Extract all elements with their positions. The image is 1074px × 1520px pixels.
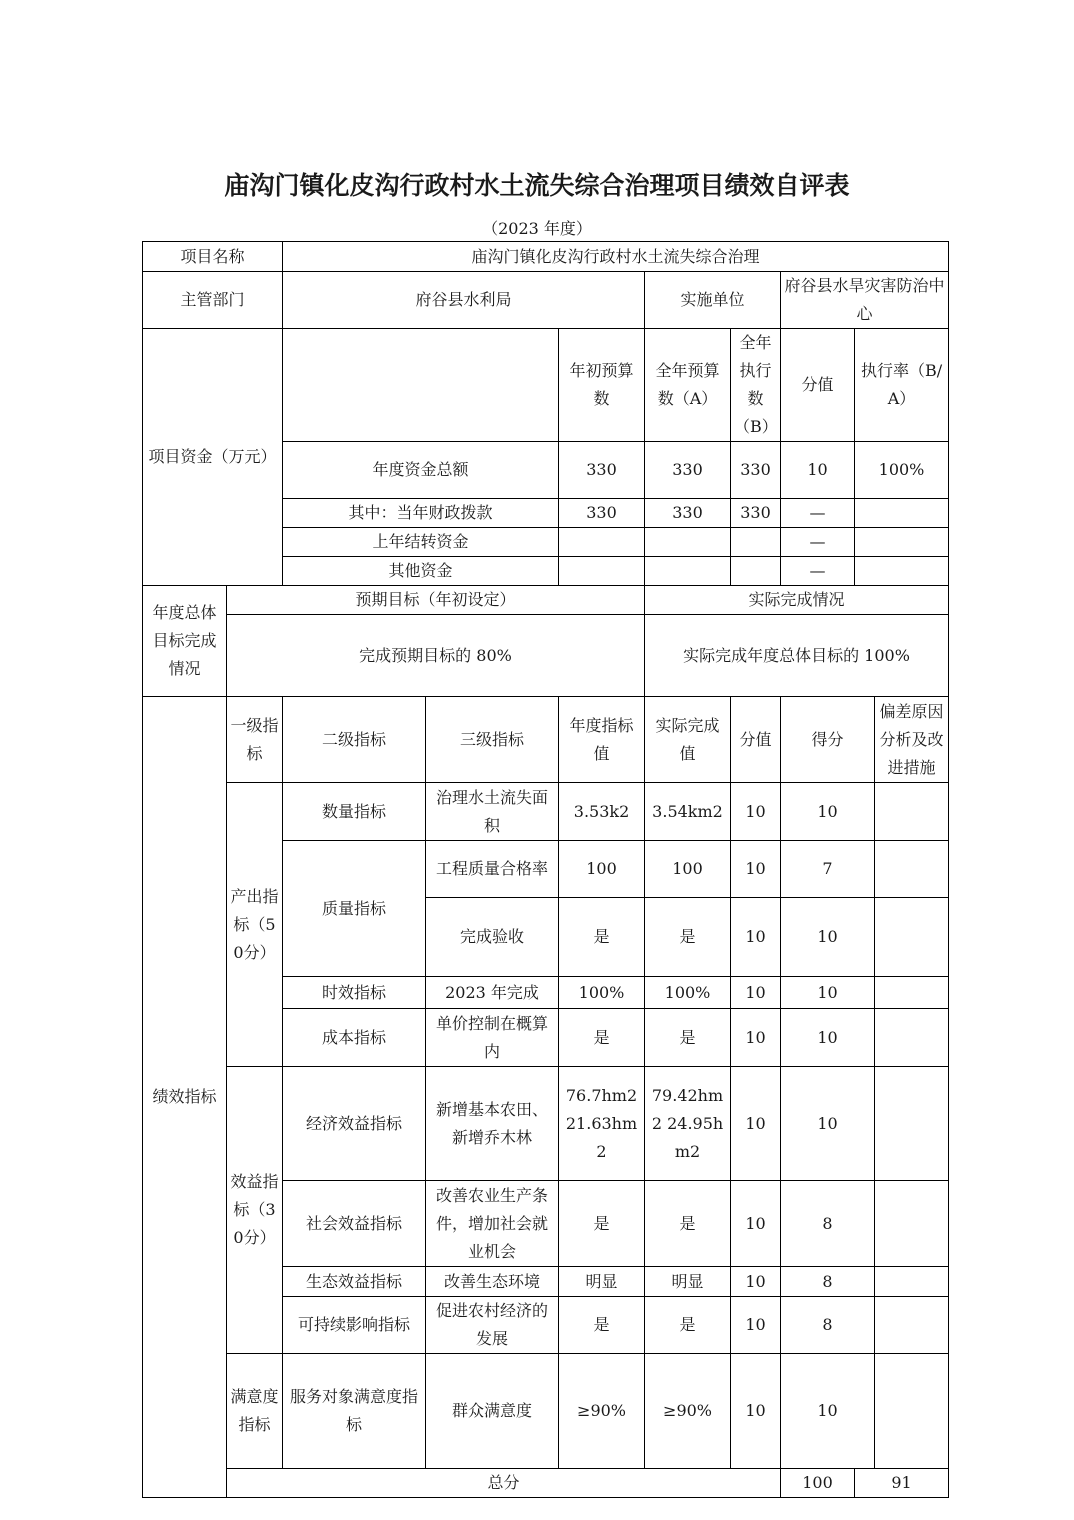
level2-cell: 社会效益指标: [283, 1181, 426, 1267]
level1-satisfaction: 满意度指标: [227, 1354, 283, 1469]
funds-cell: [645, 528, 731, 557]
score-cell: 10: [781, 977, 875, 1009]
weight-cell: 10: [731, 898, 781, 977]
target-cell: 是: [559, 1297, 645, 1354]
score-cell: 8: [781, 1267, 875, 1297]
table-row: [143, 272, 949, 329]
target-cell: ≥90%: [559, 1354, 645, 1469]
funds-header: 全年执行数（B）: [731, 329, 781, 442]
funds-cell: 330: [645, 499, 731, 528]
weight-cell: 10: [731, 1297, 781, 1354]
note-cell: [875, 841, 949, 898]
note-cell: [875, 1067, 949, 1181]
target-cell: 明显: [559, 1267, 645, 1297]
actual-cell: 100%: [645, 977, 731, 1009]
target-cell: 100%: [559, 977, 645, 1009]
level2-cell: 生态效益指标: [283, 1267, 426, 1297]
level3-cell: 工程质量合格率: [426, 841, 559, 898]
score-cell: 8: [781, 1181, 875, 1267]
score-cell: 10: [781, 1067, 875, 1181]
funds-label: 项目资金（万元）: [143, 329, 283, 586]
funds-cell: —: [781, 499, 855, 528]
target-cell: 是: [559, 1009, 645, 1067]
weight-cell: 10: [731, 783, 781, 841]
funds-cell: —: [781, 528, 855, 557]
funds-cell: [855, 528, 949, 557]
goals-actual: 实际完成年度总体目标的 100%: [645, 615, 949, 697]
funds-header: 全年预算数（A）: [645, 329, 731, 442]
level1-output: 产出指标（50分）: [227, 783, 283, 1067]
dept-label: 主管部门: [143, 272, 283, 329]
level2-cell: 成本指标: [283, 1009, 426, 1067]
level1-benefit: 效益指标（30分）: [227, 1067, 283, 1354]
funds-cell: 330: [731, 499, 781, 528]
funds-cell: 330: [559, 442, 645, 499]
perf-header: 年度指标值: [559, 697, 645, 783]
table-row: [143, 586, 949, 615]
funds-row-label: 其他资金: [283, 557, 559, 586]
note-cell: [875, 1181, 949, 1267]
goals-label: 年度总体目标完成情况: [143, 586, 227, 697]
level3-cell: 完成验收: [426, 898, 559, 977]
perf-header: 实际完成值: [645, 697, 731, 783]
funds-cell: [855, 557, 949, 586]
level3-cell: 新增基本农田、新增乔木林: [426, 1067, 559, 1181]
actual-cell: 79.42hm2 24.95hm2: [645, 1067, 731, 1181]
note-cell: [875, 783, 949, 841]
funds-cell: 10: [781, 442, 855, 499]
note-cell: [875, 1297, 949, 1354]
year-label: （2023 年度）: [482, 219, 592, 238]
target-cell: 3.53k2: [559, 783, 645, 841]
table-row: [143, 1469, 949, 1498]
funds-cell: 100%: [855, 442, 949, 499]
impl-value: 府谷县水旱灾害防治中心: [781, 272, 949, 329]
perf-header: 一级指标: [227, 697, 283, 783]
score-cell: 10: [781, 1354, 875, 1469]
total-label: 总分: [227, 1469, 781, 1498]
table-row: [143, 1354, 949, 1469]
target-cell: 是: [559, 898, 645, 977]
funds-header: 执行率（B/A）: [855, 329, 949, 442]
funds-row-label: 上年结转资金: [283, 528, 559, 557]
actual-cell: 明显: [645, 1267, 731, 1297]
note-cell: [875, 1267, 949, 1297]
actual-cell: ≥90%: [645, 1354, 731, 1469]
table-row: [143, 242, 949, 272]
funds-row-label: 其中：当年财政拨款: [283, 499, 559, 528]
perf-header: 二级指标: [283, 697, 426, 783]
perf-header: 得分: [781, 697, 875, 783]
note-cell: [875, 1009, 949, 1067]
perf-header: 三级指标: [426, 697, 559, 783]
goals-expected-header: 预期目标（年初设定）: [227, 586, 645, 615]
funds-cell: 330: [645, 442, 731, 499]
funds-header: 分值: [781, 329, 855, 442]
actual-cell: 是: [645, 1181, 731, 1267]
funds-cell: 330: [731, 442, 781, 499]
funds-cell: [645, 557, 731, 586]
note-cell: [875, 977, 949, 1009]
score-cell: 10: [781, 1009, 875, 1067]
weight-cell: 10: [731, 1067, 781, 1181]
actual-cell: 是: [645, 898, 731, 977]
total-weight: 100: [781, 1469, 855, 1498]
actual-cell: 是: [645, 1009, 731, 1067]
actual-cell: 是: [645, 1297, 731, 1354]
page-title: 庙沟门镇化皮沟行政村水土流失综合治理项目绩效自评表: [224, 171, 850, 200]
weight-cell: 10: [731, 1354, 781, 1469]
table-row: [143, 1067, 949, 1181]
funds-header: 年初预算数: [559, 329, 645, 442]
note-cell: [875, 1354, 949, 1469]
table-row: [143, 615, 949, 697]
project-name-value: 庙沟门镇化皮沟行政村水土流失综合治理: [283, 242, 949, 272]
funds-cell: [731, 557, 781, 586]
dept-value: 府谷县水利局: [283, 272, 645, 329]
funds-blank-header: [283, 329, 559, 442]
funds-cell: [731, 528, 781, 557]
target-cell: 100: [559, 841, 645, 898]
level3-cell: 群众满意度: [426, 1354, 559, 1469]
target-cell: 是: [559, 1181, 645, 1267]
total-score: 91: [855, 1469, 949, 1498]
level3-cell: 改善生态环境: [426, 1267, 559, 1297]
level2-cell: 经济效益指标: [283, 1067, 426, 1181]
level3-cell: 单价控制在概算内: [426, 1009, 559, 1067]
funds-cell: [855, 499, 949, 528]
actual-cell: 100: [645, 841, 731, 898]
goals-expected: 完成预期目标的 80%: [227, 615, 645, 697]
table-row: [143, 697, 949, 783]
table-row: [143, 783, 949, 841]
goals-actual-header: 实际完成情况: [645, 586, 949, 615]
funds-cell: 330: [559, 499, 645, 528]
table-row: [143, 329, 949, 442]
target-cell: 76.7hm2 21.63hm2: [559, 1067, 645, 1181]
weight-cell: 10: [731, 1181, 781, 1267]
evaluation-table: [142, 241, 949, 1498]
note-cell: [875, 898, 949, 977]
level2-cell: 质量指标: [283, 841, 426, 977]
score-cell: 8: [781, 1297, 875, 1354]
level2-cell: 可持续影响指标: [283, 1297, 426, 1354]
funds-cell: —: [781, 557, 855, 586]
level2-cell: 数量指标: [283, 783, 426, 841]
perf-label: 绩效指标: [143, 697, 227, 1498]
level3-cell: 2023 年完成: [426, 977, 559, 1009]
perf-header: 偏差原因分析及改进措施: [875, 697, 949, 783]
actual-cell: 3.54km2: [645, 783, 731, 841]
project-name-label: 项目名称: [143, 242, 283, 272]
impl-label: 实施单位: [645, 272, 781, 329]
weight-cell: 10: [731, 841, 781, 898]
funds-cell: [559, 557, 645, 586]
score-cell: 7: [781, 841, 875, 898]
weight-cell: 10: [731, 1267, 781, 1297]
level3-cell: 改善农业生产条件，增加社会就业机会: [426, 1181, 559, 1267]
level3-cell: 促进农村经济的发展: [426, 1297, 559, 1354]
funds-row-label: 年度资金总额: [283, 442, 559, 499]
score-cell: 10: [781, 783, 875, 841]
perf-header: 分值: [731, 697, 781, 783]
weight-cell: 10: [731, 1009, 781, 1067]
level2-cell: 服务对象满意度指标: [283, 1354, 426, 1469]
funds-cell: [559, 528, 645, 557]
level3-cell: 治理水土流失面积: [426, 783, 559, 841]
score-cell: 10: [781, 898, 875, 977]
level2-cell: 时效指标: [283, 977, 426, 1009]
weight-cell: 10: [731, 977, 781, 1009]
